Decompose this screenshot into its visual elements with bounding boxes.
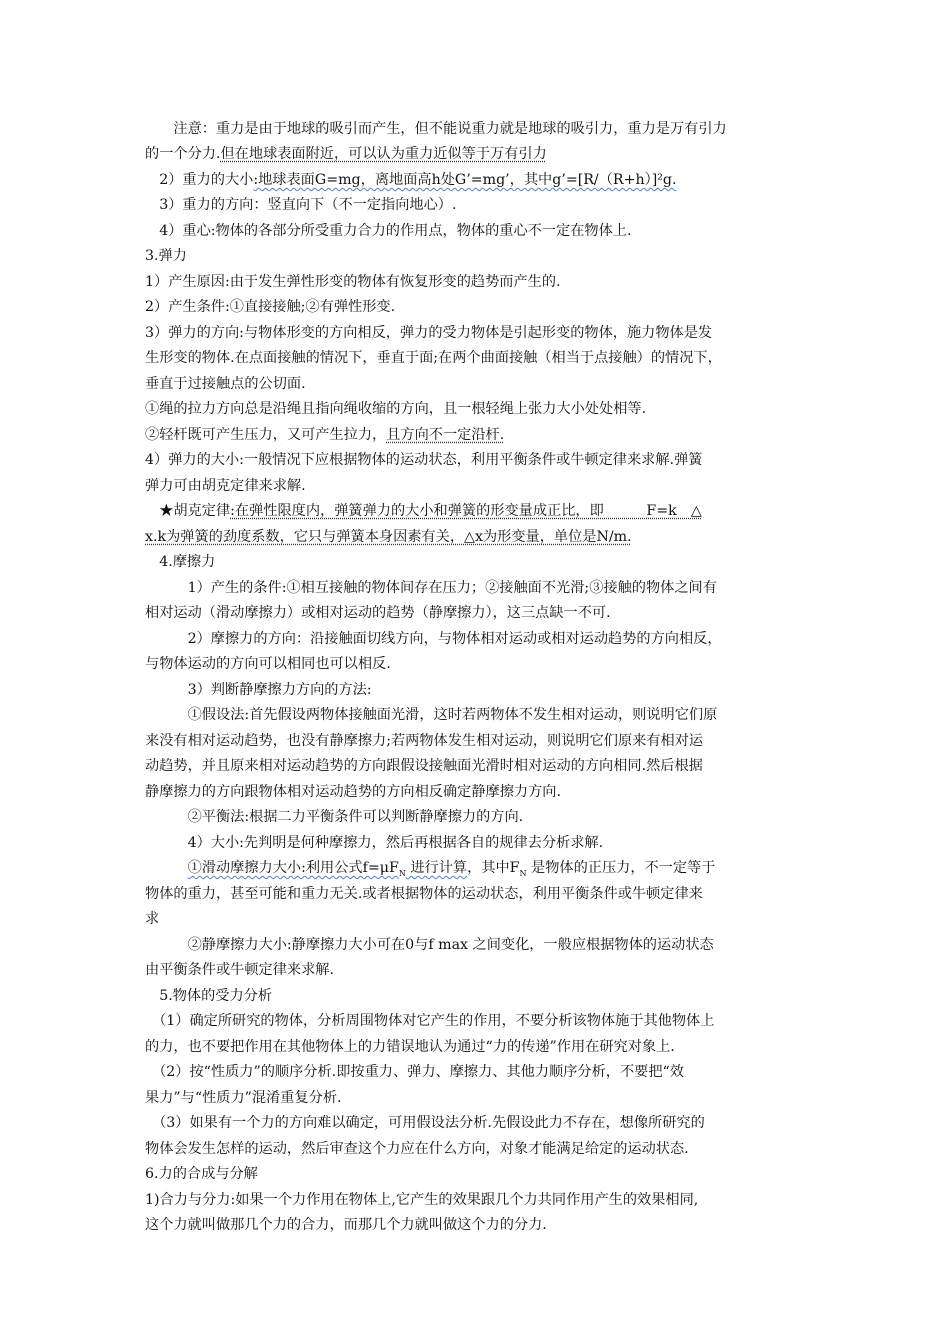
line-text: 是物体的正压力，不一定等于 xyxy=(526,860,716,876)
line-text: 这个力就叫做那几个力的合力，而那几个力就叫做这个力的分力. xyxy=(145,1217,547,1233)
line-text: 垂直于过接触点的公切面. xyxy=(145,376,306,392)
annotated-text: 进行计算 xyxy=(405,860,468,876)
text-line xyxy=(145,372,810,398)
line-text xyxy=(145,860,188,876)
annotated-text: x.k为弹簧的劲度系数，它只与弹簧本身因素有关，△x为形变量，单位是N/m. xyxy=(145,529,632,545)
text-line xyxy=(145,907,810,933)
text-line xyxy=(145,576,810,602)
line-text: 4.摩擦力 xyxy=(145,554,216,570)
text-line xyxy=(145,933,810,959)
text-line xyxy=(145,168,810,194)
line-text: 的力，也不要把作用在其他物体上的力错误地认为通过“力的传递”作用在研究对象上. xyxy=(145,1039,675,1055)
text-line xyxy=(145,219,810,245)
annotated-text: :地球表面G=mg，离地面高h处G’=mg’，其中g’=[R/（R+h）]²g. xyxy=(253,172,677,188)
line-text: ②轻杆既可产生压力，又可产生拉力， xyxy=(145,427,387,443)
line-text: 1）产生原因:由于发生弹性形变的物体有恢复形变的趋势而产生的. xyxy=(145,274,561,290)
text-line xyxy=(145,525,810,551)
line-text: （1）确定所研究的物体，分析周围物体对它产生的作用，不要分析该物体施于其他物体上 xyxy=(145,1013,715,1029)
line-text: 1)合力与分力:如果一个力作用在物体上,它产生的效果跟几个力共同作用产生的效果相同, xyxy=(145,1192,699,1208)
text-line xyxy=(145,678,810,704)
text-line xyxy=(145,627,810,653)
text-line xyxy=(145,550,810,576)
line-text: 弹力可由胡克定律来求解. xyxy=(145,478,306,494)
text-line xyxy=(145,1060,810,1086)
line-text: ②静摩擦力大小:静摩擦力大小可在0与f max 之间变化，一般应根据物体的运动状态 xyxy=(145,937,714,953)
line-text: （2）按“性质力”的顺序分析.即按重力、弹力、摩擦力、其他力顺序分析，不要把“效 xyxy=(145,1064,684,1080)
line-text: 由平衡条件或牛顿定律来求解. xyxy=(145,962,334,978)
line-text: 生形变的物体.在点面接触的情况下，垂直于面;在两个曲面接触（相当于点接触）的情况下， xyxy=(145,350,722,366)
line-text: 3）判断静摩擦力方向的方法: xyxy=(145,682,372,698)
line-text: 果力”与“性质力”混淆重复分析. xyxy=(145,1090,342,1106)
line-text: 动趋势，并且原来相对运动趋势的方向跟假设接触面光滑时相对运动的方向相同.然后根据 xyxy=(145,758,703,774)
text-line xyxy=(145,423,810,449)
line-text: （3）如果有一个力的方向难以确定，可用假设法分析.先假设此力不存在，想像所研究的 xyxy=(145,1115,705,1131)
text-line xyxy=(145,474,810,500)
text-line xyxy=(145,499,810,525)
line-text: ②平衡法:根据二力平衡条件可以判断静摩擦力的方向. xyxy=(145,809,524,825)
annotated-text: 且方向不一定沿杆. xyxy=(386,427,505,443)
line-text: 2）摩擦力的方向：沿接触面切线方向，与物体相对运动或相对运动趋势的方向相反， xyxy=(145,631,722,647)
text-line xyxy=(145,270,810,296)
text-line xyxy=(145,193,810,219)
text-line xyxy=(145,958,810,984)
line-text: 5.物体的受力分析 xyxy=(145,988,273,1004)
line-text: 的一个分力. xyxy=(145,146,221,162)
line-text: 物体会发生怎样的运动，然后审查这个力应在什么方向，对象才能满足给定的运动状态. xyxy=(145,1141,689,1157)
line-text: 2）产生条件:①直接接触;②有弹性形变. xyxy=(145,299,396,315)
text-line xyxy=(145,397,810,423)
text-line xyxy=(145,729,810,755)
line-text: ，其中F xyxy=(467,860,520,876)
line-text: 求 xyxy=(145,911,160,927)
annotated-text: ①滑动摩擦力大小:利用公式$f=\mu F_N$ 进行计算 xyxy=(187,860,468,878)
text-line xyxy=(145,1035,810,1061)
text-line xyxy=(145,142,810,168)
line-text: 来没有相对运动趋势，也没有静摩擦力;若两物体发生相对运动，则说明它们原来有相对运 xyxy=(145,733,704,749)
line-text: 与物体运动的方向可以相同也可以相反. xyxy=(145,656,391,672)
text-line xyxy=(145,1086,810,1112)
annotated-text: 但在地球表面附近，可以认为重力近似等于万有引力 xyxy=(220,146,547,162)
line-text: 4）弹力的大小:一般情况下应根据物体的运动状态，利用平衡条件或牛顿定律来求解.弹簧 xyxy=(145,452,703,468)
text-line xyxy=(145,448,810,474)
line-text: 静摩擦力的方向跟物体相对运动趋势的方向相反确定静摩擦力方向. xyxy=(145,784,561,800)
text-line xyxy=(145,244,810,270)
text-line xyxy=(145,831,810,857)
line-text: ①绳的拉力方向总是沿绳且指向绳收缩的方向，且一根轻绳上张力大小处处相等. xyxy=(145,401,647,417)
line-text: 注意：重力是由于地球的吸引而产生，但不能说重力就是地球的吸引力，重力是万有引力 xyxy=(145,121,727,137)
subscript: N xyxy=(398,869,406,878)
text-line xyxy=(145,1162,810,1188)
line-text: ★胡克定律 xyxy=(145,503,231,519)
text-line xyxy=(145,754,810,780)
text-line xyxy=(145,1137,810,1163)
text-line xyxy=(145,346,810,372)
text-line xyxy=(145,1111,810,1137)
line-text: 1）产生的条件:①相互接触的物体间存在压力；②接触面不光滑;③接触的物体之间有 xyxy=(145,580,717,596)
line-text: ①假设法:首先假设两物体接触面光滑，这时若两物体不发生相对运动，则说明它们原 xyxy=(145,707,718,723)
text-line xyxy=(145,984,810,1010)
text-line xyxy=(145,601,810,627)
subscript: N xyxy=(519,869,527,878)
line-text: 3.弹力 xyxy=(145,248,187,264)
text-line xyxy=(145,856,810,882)
line-text: 物体的重力，甚至可能和重力无关.或者根据物体的运动状态，利用平衡条件或牛顿定律来 xyxy=(145,886,703,902)
text-line xyxy=(145,780,810,806)
text-line xyxy=(145,805,810,831)
line-text: 3）重力的方向：竖直向下（不一定指向地心）. xyxy=(145,197,457,213)
text-line xyxy=(145,321,810,347)
text-line xyxy=(145,117,810,143)
text-line xyxy=(145,1213,810,1239)
text-line xyxy=(145,652,810,678)
line-text: 4）大小:先判明是何种摩擦力，然后再根据各自的规律去分析求解. xyxy=(145,835,604,851)
text-line xyxy=(145,295,810,321)
text-line xyxy=(145,1009,810,1035)
annotated-text: :在弹性限度内，弹簧弹力的大小和弹簧的形变量成正比，即 F=k △ xyxy=(230,503,702,519)
line-text: 3）弹力的方向:与物体形变的方向相反，弹力的受力物体是引起形变的物体，施力物体是发 xyxy=(145,325,713,341)
line-text: 6.力的合成与分解 xyxy=(145,1166,258,1182)
line-text: 相对运动（滑动摩擦力）或相对运动的趋势（静摩擦力），这三点缺一不可. xyxy=(145,605,611,621)
text-line xyxy=(145,703,810,729)
line-text: 2）重力的大小 xyxy=(145,172,254,188)
line-text: 4）重心:物体的各部分所受重力合力的作用点，物体的重心不一定在物体上. xyxy=(145,223,632,239)
text-line xyxy=(145,1188,810,1214)
text-line xyxy=(145,882,810,908)
